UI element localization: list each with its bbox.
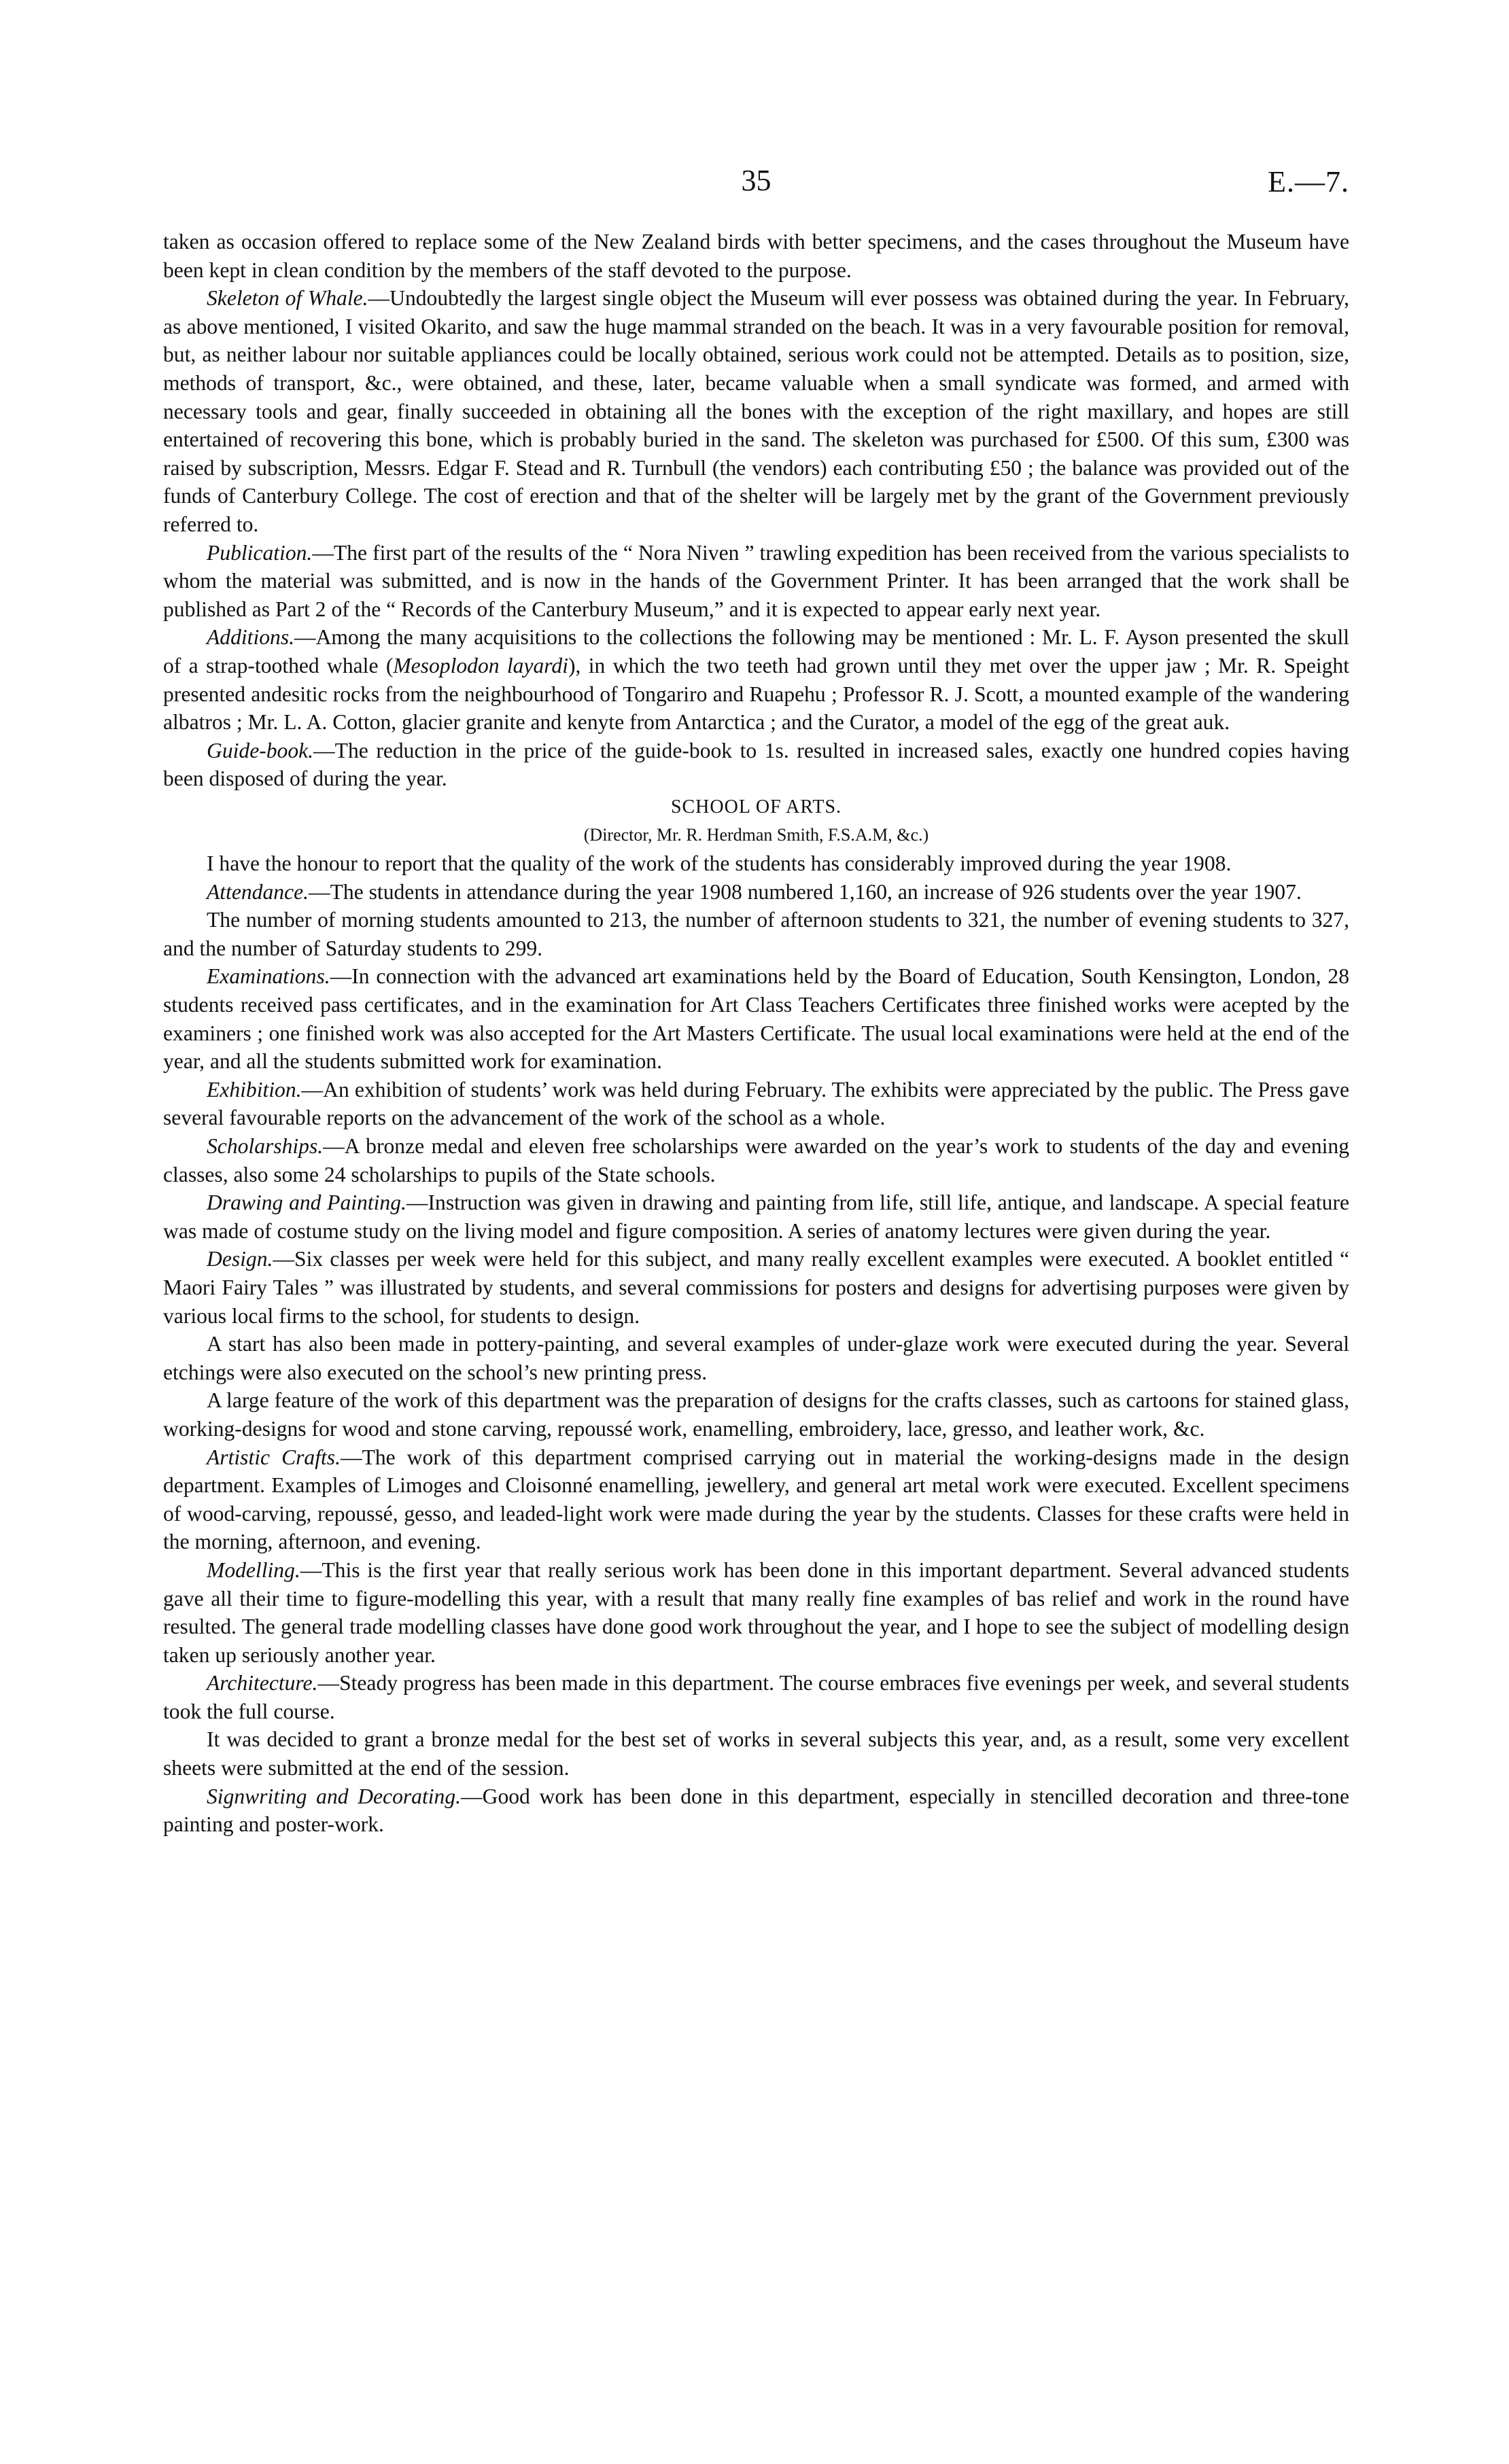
paragraph-label: Design.	[207, 1247, 273, 1271]
paragraph-label: Artistic Crafts.	[207, 1445, 341, 1469]
section-heading: SCHOOL OF ARTS.	[670, 796, 842, 817]
species-name: Mesoplodon layardi	[393, 653, 568, 677]
signwriting-and-decorating-paragraph: Signwriting and Decorating.—Good work has been done in this department, especially in stencilled decoration and three-tone painting and poster-work.	[163, 1784, 1349, 1837]
paragraph-label: Guide-book.	[207, 738, 314, 762]
scholarships-paragraph: Scholarships.—A bronze medal and eleven free scholarships were awarded on the year’s work to students of the day and evening classes, also some 24 scholarships to pupils of the State schools.	[163, 1134, 1349, 1186]
page-body	[163, 228, 1349, 1839]
paragraph-label: Scholarships.	[207, 1134, 324, 1158]
paragraph-label: Drawing and Painting.	[207, 1191, 406, 1215]
skeleton-of-whale-paragraph: Skeleton of Whale.—Undoubtedly the largest single object the Museum will ever possess was obtained during the year. In February, as above mentioned, I visited Okarito, and saw the huge mammal stranded on the beach. It was in a very favourable position for removal, but, as neither labour nor suitable appliances could be locally obtained, serious work could not be attempted. Details as to position, size, methods of transport, &c., were obtained, and these, later, became valuable when a small syndicate was formed, and armed with necessary tools and gear, finally succeeded in obtaining all the bones with the exception of the right maxillary, and hopes are still entertained of recovering this bone, which is probably buried in the sand. The skeleton was purchased for £500. Of this sum, £300 was raised by subscription, Messrs. Edgar F. Stead and R. Turnbull (the vendors) each contributing £50 ; the balance was provided out of the funds of Canterbury College. The cost of erection and that of the shelter will be largely met by the grant of the Government previously referred to.	[163, 286, 1349, 536]
paragraph-label: Modelling.	[207, 1557, 300, 1582]
section-subheading: (Director, Mr. R. Herdman Smith, F.S.A.M, &c.)	[583, 825, 929, 845]
page-header	[163, 163, 1349, 204]
museum-paragraph-continuation: taken as occasion offered to replace some of the New Zealand birds with better specimens, and the cases throughout the Museum have been kept in clean condition by the members of the staff devoted to the purpose.	[163, 230, 1349, 282]
publication-paragraph: Publication.—The first part of the results of the “ Nora Niven ” trawling expedition has been received from the various specialists to whom the material was submitted, and is now in the hands of the Government Printer. It has been arranged that the work shall be published as Part 2 of the “ Records of the Canterbury Museum,” and it is expected to appear early next year.	[163, 540, 1349, 621]
additions-paragraph: Additions.—Among the many acquisitions to the collections the following may be mentioned : Mr. L. F. Ayson presented the skull of a strap-toothed whale (Mesoplodon layardi), in which the two teeth had grown until they met over the upper jaw ; Mr. R. Speight presented andesitic rocks from the neighbourhood of Tongariro and Ruapehu ; Professor R. J. Scott, a mounted example of the wandering albatros ; Mr. L. A. Cotton, glacier granite and kenyte from Antarctica ; and the Curator, a model of the egg of the great auk.	[163, 625, 1349, 735]
examinations-paragraph: Examinations.—In connection with the advanced art examinations held by the Board of Education, South Kensington, London, 28 students received pass certificates, and in the examination for Art Class Teachers Certificates three finished works were acepted by the examiners ; one finished work was also accepted for the Art Masters Certificate. The usual local examinations were held at the end of the year, and all the students submitted work for examination.	[163, 964, 1349, 1074]
paragraph-label: Signwriting and Decorating.	[207, 1784, 462, 1808]
architecture-paragraph: Architecture.—Steady progress has been made in this department. The course embraces five evenings per week, and several students took the full course.	[163, 1671, 1349, 1723]
exhibition-paragraph: Exhibition.—An exhibition of students’ work was held during February. The exhibits were appreciated by the public. The Press gave several favourable reports on the advancement of the work of the school as a whole.	[163, 1077, 1349, 1130]
drawing-and-painting-paragraph: Drawing and Painting.—Instruction was given in drawing and painting from life, still life, antique, and landscape. A special feature was made of costume study on the living model and figure composition. A series of anatomy lectures were given during the year.	[163, 1191, 1349, 1243]
school-paragraph: I have the honour to report that the quality of the work of the students has considerably improved during the year 1908.	[207, 851, 1232, 876]
school-paragraph: A start has also been made in pottery-painting, and several examples of under-glaze work were executed during the year. Several etchings were also executed on the school’s new printing press.	[163, 1332, 1349, 1384]
paragraph-label: Examinations.	[207, 964, 330, 989]
school-paragraph: The number of morning students amounted to 213, the number of afternoon students to 321, the number of evening students to 327, and the number of Saturday students to 299.	[163, 908, 1349, 960]
design-paragraph: Design.—Six classes per week were held for this subject, and many really excellent examples were executed. A booklet entitled “ Maori Fairy Tales ” was illustrated by students, and several commissions for posters and designs for advertising purposes were given by various local firms to the school, for students to design.	[163, 1247, 1349, 1328]
school-paragraph: It was decided to grant a bronze medal for the best set of works in several subjects this year, and, as a result, some very excellent sheets were submitted at the end of the session.	[163, 1727, 1349, 1780]
paragraph-label: Attendance.	[207, 879, 309, 904]
attendance-paragraph: Attendance.—The students in attendance during the year 1908 numbered 1,160, an increase of 926 students over the year 1907.	[207, 879, 1302, 904]
modelling-paragraph: Modelling.—This is the first year that really serious work has been done in this important department. Several advanced students gave all their time to figure-modelling this year, with a result that many really fine examples of bas relief and work in the round have resulted. The general trade modelling classes have done good work throughout the year, and I hope to see the subject of modelling design taken up seriously another year.	[163, 1557, 1349, 1667]
paragraph-label: Publication.	[207, 540, 313, 565]
page-number: 35	[741, 164, 771, 197]
guide-book-paragraph: Guide-book.—The reduction in the price of the guide-book to 1s. resulted in increased sales, exactly one hundred copies having been disposed of during the year.	[163, 738, 1349, 791]
paragraph-label: Skeleton of Whale.	[207, 286, 368, 311]
school-paragraph: A large feature of the work of this department was the preparation of designs for the crafts classes, such as cartoons for stained glass, working-designs for wood and stone carving, repoussé work, enamelling, embroidery, lace, gresso, and leather work, &c.	[163, 1388, 1349, 1441]
paragraph-label: Exhibition.	[207, 1077, 302, 1102]
document-reference: E.—7.	[1268, 165, 1349, 198]
artistic-crafts-paragraph: Artistic Crafts.—The work of this department comprised carrying out in material the working-designs made in the design department. Examples of Limoges and Cloisonné enamelling, jewellery, and general art metal work were executed. Excellent specimens of wood-carving, repoussé, gesso, and leaded-light work were made during the year by the students. Classes for these crafts were held in the morning, afternoon, and evening.	[163, 1445, 1349, 1554]
paragraph-label: Additions.	[207, 625, 295, 650]
paragraph-label: Architecture.	[207, 1671, 318, 1695]
